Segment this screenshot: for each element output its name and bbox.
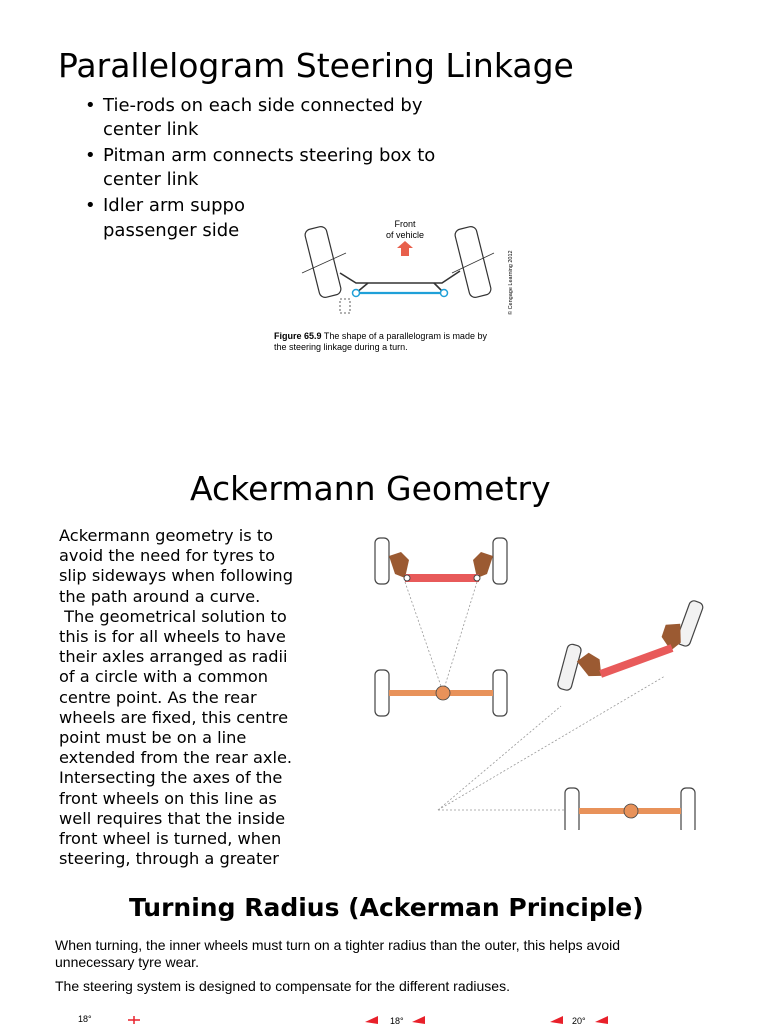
turning-radius-line2: The steering system is designed to compensate for the different radiuses. xyxy=(55,978,510,994)
figure-credit: © Cengage Learning 2012 xyxy=(508,250,514,315)
pivot xyxy=(404,575,410,581)
projection-line xyxy=(405,582,443,692)
angle-label-right: 20° xyxy=(572,1016,586,1024)
tie-rod xyxy=(599,644,673,678)
bullet-text: Pitman arm connects steering box to center link xyxy=(103,145,436,190)
tie-rods xyxy=(340,271,460,283)
front-arrow-icon xyxy=(397,241,413,256)
rear-left-wheel xyxy=(375,670,389,716)
turning-angles-diagram xyxy=(60,1006,720,1024)
differential xyxy=(436,686,450,700)
pivot xyxy=(441,290,448,297)
turned-left-wheel xyxy=(557,643,582,691)
caption-rest: The shape of a parallelogram is made by xyxy=(321,331,487,341)
caption-bold: Figure 65.9 xyxy=(274,331,322,341)
bullet-3-continuation: passenger side xyxy=(103,220,240,241)
bullet-dot: • xyxy=(85,95,96,116)
rear-right-wheel xyxy=(681,788,695,830)
front-label-line1: Front xyxy=(394,219,416,229)
front-right-wheel xyxy=(493,538,507,584)
pivot xyxy=(353,290,360,297)
left-arrow-icon xyxy=(550,1016,563,1024)
bullet-text: Tie-rods on each side connected by center link xyxy=(103,95,423,140)
turn-radius-line xyxy=(438,706,561,810)
bullet-text: Idler arm suppo xyxy=(103,195,245,216)
projection-line xyxy=(443,582,477,692)
bullet-item xyxy=(85,144,485,192)
turned-front-axle xyxy=(544,595,710,695)
ackermann-diagram xyxy=(365,530,710,830)
turning-radius-heading: Turning Radius (Ackerman Principle) xyxy=(129,893,644,922)
angle-label-mid: 18° xyxy=(390,1016,404,1024)
turning-radius-line1: When turning, the inner wheels must turn on a tighter radius than the outer, this helps avoid unnecessary tyre wear. xyxy=(55,937,620,970)
rear-right-wheel xyxy=(493,670,507,716)
steering-box xyxy=(340,299,350,313)
parallelogram-linkage-figure xyxy=(272,215,532,360)
right-arrow-icon xyxy=(412,1016,425,1024)
figure-caption-line1 xyxy=(274,331,487,341)
front-left-wheel xyxy=(375,538,389,584)
right-arrow-icon xyxy=(595,1016,608,1024)
section1-bullet-list xyxy=(85,94,485,220)
angle-label-left: 18° xyxy=(78,1014,92,1024)
section2-title: Ackermann Geometry xyxy=(190,469,551,508)
section1-title: Parallelogram Steering Linkage xyxy=(58,46,574,85)
bullet-dot: • xyxy=(85,195,96,216)
bullet-item xyxy=(85,94,485,142)
left-wheel xyxy=(304,225,342,298)
pivot xyxy=(474,575,480,581)
ackermann-paragraph: Ackermann geometry is to avoid the need for tyres to slip sideways when following the path around a curve. The geometrical solution to this is for all wheels to have their axles arranged as radii of a circle with a common centre point. As the rear wheels are fixed, this centre point must be on a line extended from the rear axle. Intersecting the axes of the front wheels on this line as well requires that the inside front wheel is turned, when steering, through a greater xyxy=(59,526,293,869)
figure-caption-line2: the steering linkage during a turn. xyxy=(274,342,408,352)
turn-radius-line xyxy=(438,676,665,810)
left-arrow-icon xyxy=(365,1016,378,1024)
rear-left-wheel xyxy=(565,788,579,830)
front-label-line2: of vehicle xyxy=(385,230,425,240)
bullet-dot: • xyxy=(85,145,96,166)
tie-rod xyxy=(405,574,479,582)
right-wheel xyxy=(454,225,492,298)
differential xyxy=(624,804,638,818)
